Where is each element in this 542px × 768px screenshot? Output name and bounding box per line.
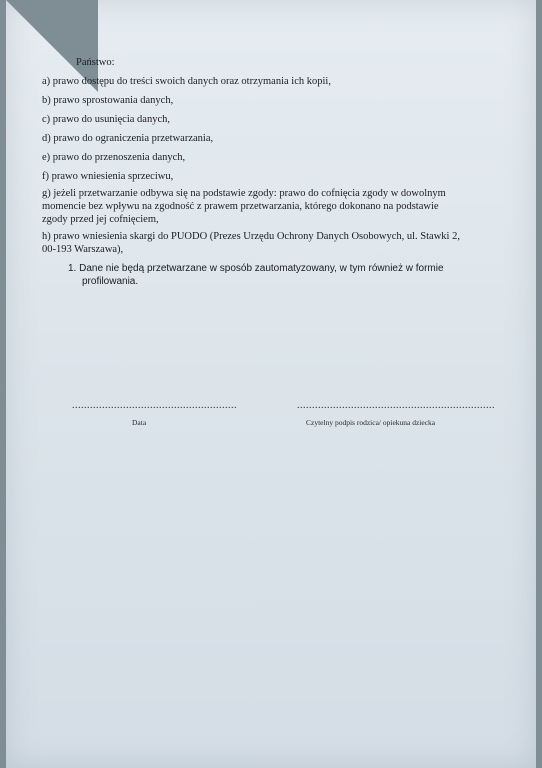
date-label: Data (132, 418, 147, 427)
numbered-item-1-line-1: 1. Dane nie będą przetwarzane w sposób zautomatyzowany, w tym również w formie (68, 263, 444, 274)
right-e: e) prawo do przenoszenia danych, (42, 152, 186, 163)
date-signature-line: ....................................................... (72, 400, 237, 411)
right-f: f) prawo wniesienia sprzeciwu, (42, 171, 174, 182)
right-a: a) prawo dostępu do treści swoich danych oraz otrzymania ich kopii, (42, 76, 331, 87)
right-h-line-1: h) prawo wniesienia skargi do PUODO (Prezes Urzędu Ochrony Danych Osobowych, ul. Stawki 2, (42, 231, 460, 242)
right-d: d) prawo do ograniczenia przetwarzania, (42, 133, 214, 144)
right-g-line-1: g) jeżeli przetwarzanie odbywa się na podstawie zgody: prawo do cofnięcia zgody w dowolnym (42, 188, 446, 199)
intro-text: Państwo: (76, 57, 115, 68)
parent-signature-label: Czytelny podpis rodzica/ opiekuna dziecka (306, 418, 436, 427)
right-c: c) prawo do usunięcia danych, (42, 114, 170, 125)
right-b: b) prawo sprostowania danych, (42, 95, 174, 106)
parent-signature-line: .................................................................. (297, 400, 495, 411)
right-g-line-2: momencie bez wpływu na zgodność z prawem przetwarzania, którego dokonano na podstawie (42, 201, 439, 212)
document-page (6, 0, 536, 768)
numbered-item-1-line-2: profilowania. (82, 276, 139, 287)
right-h-line-2: 00-193 Warszawa), (42, 244, 124, 255)
right-g-line-3: zgody przed jej cofnięciem, (42, 214, 159, 225)
